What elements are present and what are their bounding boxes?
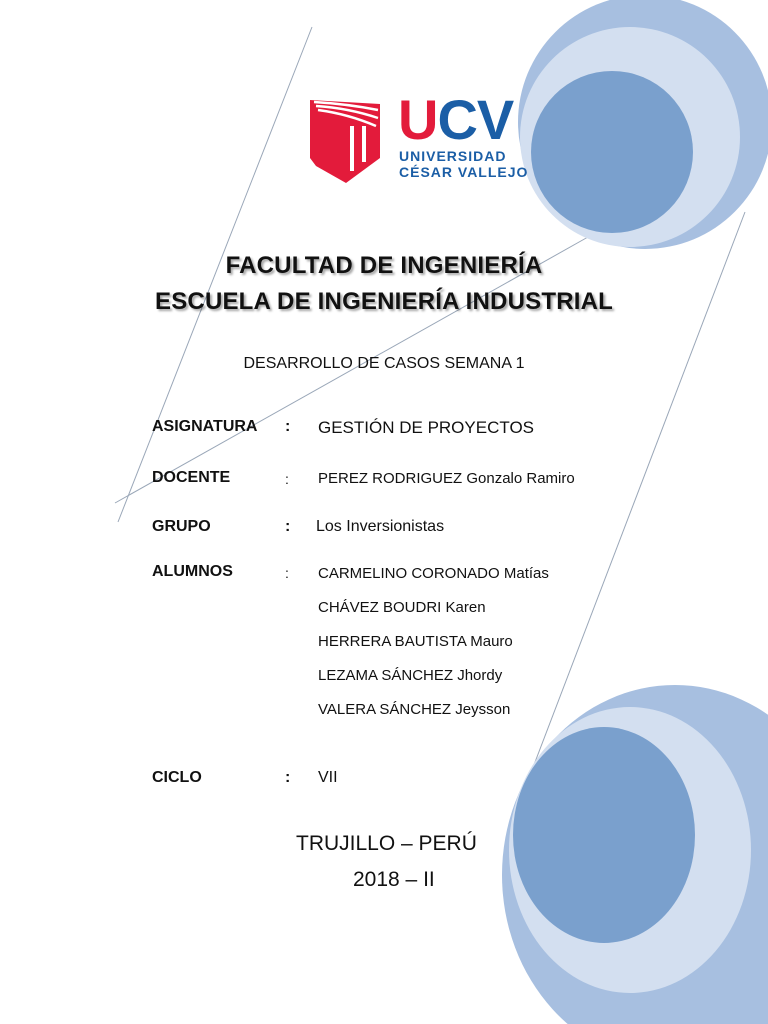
decor-circle-inner <box>513 727 695 943</box>
logo-name-line1: UNIVERSIDAD <box>399 148 507 164</box>
logo-name-line2: CÉSAR VALLEJO <box>399 164 529 180</box>
ciclo-label: CICLO <box>152 769 202 786</box>
grupo-value: Los Inversionistas <box>316 518 445 535</box>
docente-value: PEREZ RODRIGUEZ Gonzalo Ramiro <box>318 470 575 487</box>
alumnos-label: ALUMNOS <box>152 563 233 580</box>
alumno-item: VALERA SÁNCHEZ Jeysson <box>318 701 511 718</box>
asignatura-value: GESTIÓN DE PROYECTOS <box>318 418 535 437</box>
faculty-title: FACULTAD DE INGENIERÍA <box>225 252 543 279</box>
alumnos-colon: : <box>285 565 289 581</box>
ucv-logo <box>308 88 529 189</box>
school-title: ESCUELA DE INGENIERÍA INDUSTRIAL <box>155 288 613 315</box>
grupo-colon: : <box>285 518 291 535</box>
shield-icon <box>308 96 382 184</box>
grupo-label: GRUPO <box>152 518 211 535</box>
footer-place: TRUJILLO – PERÚ <box>296 832 477 855</box>
footer-period: 2018 – II <box>353 868 435 891</box>
logo-cv: CV <box>437 88 514 151</box>
docente-label: DOCENTE <box>152 469 231 486</box>
decor-circle-inner <box>531 71 693 233</box>
ciclo-colon: : <box>285 769 291 786</box>
alumno-item: CARMELINO CORONADO Matías <box>318 565 549 582</box>
document-subtitle: DESARROLLO DE CASOS SEMANA 1 <box>243 355 525 372</box>
logo-u: U <box>398 88 438 151</box>
ciclo-value: VII <box>318 769 338 786</box>
alumno-item: CHÁVEZ BOUDRI Karen <box>318 599 486 616</box>
docente-colon: : <box>285 471 289 487</box>
alumno-item: HERRERA BAUTISTA Mauro <box>318 633 513 650</box>
asignatura-label: ASIGNATURA <box>152 418 258 435</box>
alumno-item: LEZAMA SÁNCHEZ Jhordy <box>318 667 503 684</box>
asignatura-colon: : <box>285 418 291 435</box>
